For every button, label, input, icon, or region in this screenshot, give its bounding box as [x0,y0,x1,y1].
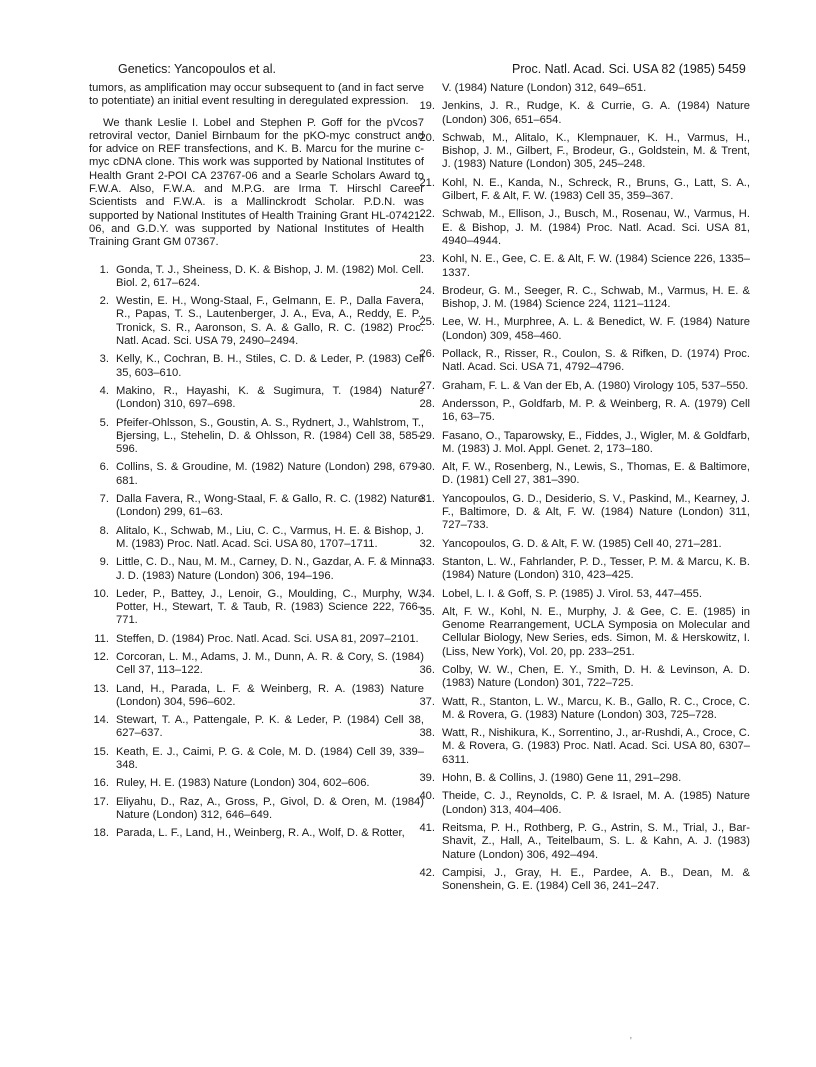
reference-item [89,651,424,678]
reference-item [89,461,424,488]
reference-text: Ruley, H. E. (1983) Nature (London) 304, 602–606. [116,777,370,790]
reference-text: Yancopoulos, G. D., Desiderio, S. V., Paskind, M., Kearney, J. F., Baltimore, D. & Alt, F. W. (1984) Nature (London) 311, 727–733. [442,492,750,532]
reference-text: Kohl, N. E., Kanda, N., Schreck, R., Bruns, G., Latt, S. A., Gilbert, F. & Alt, F. W. (1983) Cell 35, 359–367. [442,176,750,203]
reference-number: 29. [419,429,435,442]
journal-citation: Proc. Natl. Acad. Sci. USA 82 (1985) [512,62,715,76]
reference-item [89,714,424,741]
reference-number: 40. [419,790,435,803]
reference-item [89,417,424,457]
reference-number: 37. [419,695,435,708]
reference-item [89,556,424,583]
reference-item [415,208,750,248]
reference-item [415,430,750,457]
reference-item [415,348,750,375]
reference-text: Alitalo, K., Schwab, M., Liu, C. C., Varmus, H. E. & Bishop, J. M. (1983) Proc. Natl. Acad. Sci. USA 80, 1707–1711. [116,524,424,550]
reference-item [89,525,424,552]
reference-text: Eliyahu, D., Raz, A., Gross, P., Givol, D. & Oren, M. (1984) Nature (London) 312, 646–649. [116,795,424,821]
reference-list-right [415,82,750,893]
running-header-left: Genetics: Yancopoulos et al. [118,62,276,76]
reference-item [89,683,424,710]
reference-number: 26. [419,348,435,361]
reference-number: 19. [419,100,435,113]
reference-item [89,796,424,823]
reference-text: Parada, L. F., Land, H., Weinberg, R. A., Wolf, D. & Rotter, [116,827,405,840]
reference-text: Andersson, P., Goldfarb, M. P. & Weinberg, R. A. (1979) Cell 16, 63–75. [442,397,750,424]
reference-number: 10. [93,587,109,600]
reference-text: Land, H., Parada, L. F. & Weinberg, R. A. (1983) Nature (London) 304, 596–602. [116,682,424,708]
right-column [415,82,750,898]
reference-number: 32. [419,537,435,550]
reference-item [89,295,424,348]
reference-text: Watt, R., Stanton, L. W., Marcu, K. B., Gallo, R. C., Croce, C. M. & Rovera, G. (1983) Nature (London) 303, 725–728. [442,695,750,721]
reference-text: Alt, F. W., Rosenberg, N., Lewis, S., Thomas, E. & Baltimore, D. (1981) Cell 27, 381–390. [442,461,750,487]
reference-number: 27. [419,379,435,392]
reference-number: 33. [419,555,435,568]
reference-text: Dalla Favera, R., Wong-Staal, F. & Gallo, R. C. (1982) Nature (London) 299, 61–63. [116,493,424,519]
reference-text: Steffen, D. (1984) Proc. Natl. Acad. Sci. USA 81, 2097–2101. [116,632,419,645]
reference-number: 38. [419,727,435,740]
reference-text: Colby, W. W., Chen, E. Y., Smith, D. H. & Levinson, A. D. (1983) Nature (London) 301, 722–725. [442,663,750,690]
reference-text: Makino, R., Hayashi, K. & Sugimura, T. (1984) Nature (London) 310, 697–698. [116,384,424,411]
reference-list-left [89,264,424,841]
reference-number: 3. [99,353,109,366]
reference-number [415,82,442,95]
reference-item [415,664,750,691]
reference-number: 9. [99,556,109,569]
reference-text: Leder, P., Battey, J., Lenoir, G., Moulding, C., Murphy, W., Potter, H., Stewart, T. & Taub, R. (1983) Science 222, 766–771. [116,587,424,627]
reference-number: 12. [93,650,109,663]
reference-number: 2. [99,295,109,308]
reference-text: Fasano, O., Taparowsky, E., Fiddes, J., Wigler, M. & Goldfarb, M. (1983) J. Mol. Appl. Genet. 2, 173–180. [442,429,750,455]
reference-number: 23. [419,253,435,266]
reference-number: 6. [99,461,109,474]
reference-text: Stanton, L. W., Fahrlander, P. D., Tesser, P. M. & Marcu, K. B. (1984) Nature (London) 310, 423–425. [442,555,750,582]
reference-number: 30. [419,461,435,474]
reference-number: 42. [419,866,435,879]
reference-item [415,132,750,172]
reference-item [89,353,424,380]
reference-text: Pollack, R., Risser, R., Coulon, S. & Rifken, D. (1974) Proc. Natl. Acad. Sci. USA 71, 4792–4796. [442,348,750,374]
reference-item [415,822,750,862]
reference-number: 14. [93,714,109,727]
reference-item [415,696,750,723]
reference-item [415,538,750,551]
reference-number: 41. [419,821,435,834]
reference-text: Jenkins, J. R., Rudge, K. & Currie, G. A. (1984) Nature (London) 306, 651–654. [442,100,750,126]
reference-text: Westin, E. H., Wong-Staal, F., Gelmann, E. P., Dalla Favera, R., Papas, T. S., Lautenberger, J. A., Eva, A., Reddy, E. P., Tronick, S. R., Aaronson, S. A. & Gallo, R. C. (1982) Proc. Natl. Acad. Sci. USA 79, 2490–2494. [116,295,424,348]
body-paragraph: tumors, as amplification may occur subsequent to (and in fact serve to potentiate) an initial event resulting in deregulated expression. [89,82,424,108]
reference-number: 28. [419,397,435,410]
reference-number: 16. [93,777,109,790]
reference-text: Collins, S. & Groudine, M. (1982) Nature (London) 298, 679–681. [116,461,424,487]
reference-item [415,727,750,767]
reference-item [415,380,750,393]
reference-item [415,82,750,95]
reference-number: 39. [419,772,435,785]
page-number: 5459 [718,62,746,76]
reference-number: 13. [93,682,109,695]
reference-text: Reitsma, P. H., Rothberg, P. G., Astrin, S. M., Trial, J., Bar-Shavit, Z., Hall, A., Teitelbaum, S. L. & Kahn, A. J. (1983) Nature (London) 306, 492–494. [442,821,750,861]
reference-number: 4. [99,384,109,397]
acknowledgments: We thank Leslie I. Lobel and Stephen P. Goff for the pVcos7 retroviral vector, Daniel Birnbaum for the pKO-myc construct and for advice on REF transfections, and K. B. Marcu for the murine c-myc cDNA clone. This work was supported by National Institutes of Health Grant 2-POI CA 23767-06 and a Searle Scholars Award to F.W.A. Also, F.W.A. and M.P.G. are Irma T. Hirschl Career Scientists and F.W.A. is a Mallinckrodt Scholar. P.D.N. was supported by National Institutes of Health Training Grant HL-07421-06, and G.D.Y. was supported by National Institutes of Health Training Grant GM 07367. [89,116,424,249]
reference-text: Watt, R., Nishikura, K., Sorrentino, J., ar-Rushdi, A., Croce, C. M. & Rovera, G. (1983) Proc. Natl. Acad. Sci. USA 80, 6307–6311. [442,727,750,766]
reference-text: Pfeifer-Ohlsson, S., Goustin, A. S., Rydnert, J., Wahlstrom, T., Bjersing, L., Stehelin, D. & Ohlsson, R. (1984) Cell 38, 585–596. [116,416,424,456]
reference-number: 20. [419,131,435,144]
reference-number: 1. [99,263,109,276]
reference-item [89,588,424,628]
reference-text: Schwab, M., Alitalo, K., Klempnauer, K. H., Varmus, H., Bishop, J. M., Gilbert, F., Brodeur, G., Goldstein, M. & Trent, J. (1983) Nature (London) 305, 245–248. [442,131,750,171]
reference-number: 24. [419,284,435,297]
page-mark: ' [630,1036,632,1047]
reference-item [415,588,750,601]
reference-number: 22. [419,208,435,221]
reference-text: V. (1984) Nature (London) 312, 649–651. [442,82,647,94]
reference-item [415,285,750,312]
reference-number: 11. [94,632,109,645]
reference-number: 17. [93,795,109,808]
reference-item [89,827,424,840]
reference-text: Brodeur, G. M., Seeger, R. C., Schwab, M., Varmus, H. E. & Bishop, J. M. (1984) Science 224, 1121–1124. [442,284,750,311]
reference-item [89,777,424,790]
reference-item [415,606,750,659]
reference-number: 18. [93,827,109,840]
reference-text: Kelly, K., Cochran, B. H., Stiles, C. D. & Leder, P. (1983) Cell 35, 603–610. [116,353,424,379]
reference-number: 31. [419,492,435,505]
reference-text: Schwab, M., Ellison, J., Busch, M., Rosenau, W., Varmus, H. E. & Bishop, J. M. (1984) Proc. Natl. Acad. Sci. USA 81, 4940–4944. [442,208,750,247]
reference-item [415,556,750,583]
reference-number: 25. [419,316,435,329]
reference-text: Yancopoulos, G. D. & Alt, F. W. (1985) Cell 40, 271–281. [442,537,722,550]
reference-item [89,264,424,291]
running-header-right [512,62,746,76]
reference-text: Alt, F. W., Kohl, N. E., Murphy, J. & Gee, C. E. (1985) in Genome Rearrangement, UCLA Symposia on Molecular and Cellular Biology, New Series, eds. Simon, M. & Herskowitz, I. (Liss, New York), Vol. 20, pp. 233–251. [442,605,750,658]
reference-text: Campisi, J., Gray, H. E., Pardee, A. B., Dean, M. & Sonenshein, G. E. (1984) Cell 36, 241–247. [442,866,750,893]
reference-text: Stewart, T. A., Pattengale, P. K. & Leder, P. (1984) Cell 38, 627–637. [116,714,424,740]
reference-item [89,385,424,412]
reference-item [415,177,750,204]
reference-text: Theide, C. J., Reynolds, C. P. & Israel, M. A. (1985) Nature (London) 313, 404–406. [442,790,750,816]
reference-text: Little, C. D., Nau, M. M., Carney, D. N., Gazdar, A. F. & Minna, J. D. (1983) Nature (London) 306, 194–196. [116,556,424,582]
reference-item [415,398,750,425]
reference-item [89,746,424,773]
reference-text: Lobel, L. I. & Goff, S. P. (1985) J. Virol. 53, 447–455. [442,587,702,600]
reference-number: 35. [419,605,435,618]
reference-text: Keath, E. J., Caimi, P. G. & Cole, M. D. (1984) Cell 39, 339–348. [116,745,424,772]
reference-number: 8. [99,524,109,537]
reference-number: 15. [93,745,109,758]
reference-item [415,493,750,533]
reference-item [415,100,750,127]
reference-number: 5. [99,416,109,429]
reference-item [415,253,750,280]
reference-number: 21. [419,176,435,189]
reference-text: Hohn, B. & Collins, J. (1980) Gene 11, 291–298. [442,772,682,785]
reference-number: 34. [419,587,435,600]
reference-text: Lee, W. H., Murphree, A. L. & Benedict, W. F. (1984) Nature (London) 309, 458–460. [442,316,750,342]
reference-item [415,316,750,343]
reference-text: Graham, F. L. & Van der Eb, A. (1980) Virology 105, 537–550. [442,379,749,392]
reference-item [415,461,750,488]
reference-item [415,790,750,817]
reference-item [89,633,424,646]
reference-item [415,772,750,785]
reference-text: Kohl, N. E., Gee, C. E. & Alt, F. W. (1984) Science 226, 1335–1337. [442,253,750,279]
reference-text: Corcoran, L. M., Adams, J. M., Dunn, A. R. & Cory, S. (1984) Cell 37, 113–122. [116,650,424,677]
reference-item [415,867,750,894]
left-column [89,82,424,846]
reference-number: 7. [99,493,109,506]
reference-item [89,493,424,520]
reference-number: 36. [419,663,435,676]
reference-text: Gonda, T. J., Sheiness, D. K. & Bishop, J. M. (1982) Mol. Cell. Biol. 2, 617–624. [116,263,424,289]
